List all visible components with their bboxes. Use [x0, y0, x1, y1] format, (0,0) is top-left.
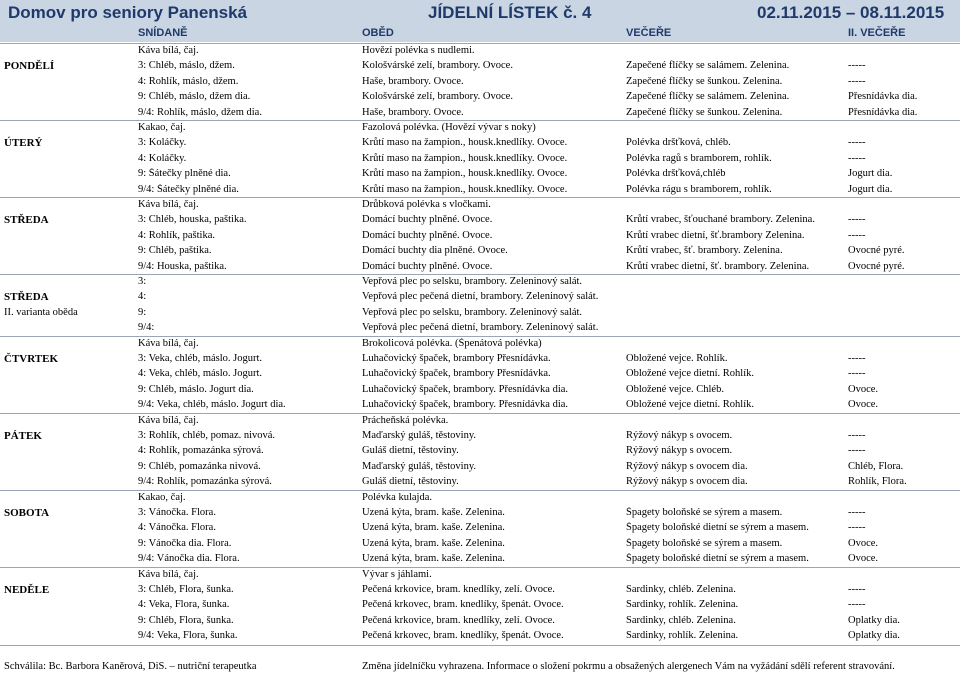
lunch-cell: Pečená krkovec, bram. knedlíky, špenát. Ovoce.: [362, 599, 564, 611]
breakfast-cell: 4: Rohlík, máslo, džem.: [138, 75, 239, 87]
breakfast-cell: 3: Chléb, houska, paštika.: [138, 214, 247, 226]
menu-row: [0, 260, 960, 275]
breakfast-cell: 4: Rohlík, paštika.: [138, 229, 215, 241]
breakfast-cell: Káva bílá, čaj.: [138, 568, 199, 580]
lunch-cell: Vepřová plec po selsku, brambory. Zeleninový salát.: [362, 276, 583, 287]
dinner-cell: Sardinky, rohlík. Zelenina.: [626, 599, 739, 611]
header-banner: [0, 0, 960, 26]
breakfast-cell: 4:: [138, 291, 147, 303]
second-dinner-cell: -----: [848, 137, 866, 149]
dinner-cell: Krůtí vrabec, šťouchané brambory. Zelenina.: [626, 214, 815, 226]
lunch-cell: Domácí buchty dia plněné. Ovoce.: [362, 245, 508, 257]
dinner-cell: Polévka dršťková, chléb.: [626, 137, 731, 149]
lunch-cell: Vepřová plec po selsku, brambory. Zeleninový salát.: [362, 306, 583, 318]
dinner-cell: Obložené vejce dietní. Rohlík.: [626, 399, 755, 411]
second-dinner-cell: -----: [848, 152, 866, 164]
lunch-cell: Krůtí maso na žampion., housk.knedlíky. Ovoce.: [362, 152, 568, 164]
dinner-cell: Polévka dršťková,chléb: [626, 168, 726, 180]
second-dinner-cell: Ovocné pyré.: [848, 245, 905, 257]
second-dinner-cell: -----: [848, 229, 866, 241]
menu-row: [0, 167, 960, 182]
menu-row: [0, 598, 960, 613]
breakfast-cell: 4: Vánočka. Flora.: [138, 522, 216, 534]
menu-row: [0, 213, 960, 228]
lunch-cell: Haše, brambory. Ovoce.: [362, 106, 464, 118]
breakfast-cell: Kakao, čaj.: [138, 122, 186, 133]
menu-row: [0, 306, 960, 321]
dinner-cell: Zapečené flíčky se šunkou. Zelenina.: [626, 106, 783, 118]
second-dinner-cell: Ovoce.: [848, 537, 879, 549]
dinner-cell: Špagety boloňské dietní se sýrem a masem.: [626, 522, 809, 534]
day-name: PONDĚLÍ: [4, 60, 55, 73]
menu-row: [0, 552, 960, 567]
menu-row: [0, 290, 960, 305]
breakfast-cell: 9/4:: [138, 322, 155, 334]
dinner-cell: Krůtí vrabec, šť. brambory. Zelenina.: [626, 245, 783, 257]
menu-row: [0, 537, 960, 552]
second-dinner-cell: Ovoce.: [848, 399, 879, 411]
dinner-cell: Rýžový nákyp s ovocem.: [626, 430, 733, 441]
dinner-cell: Špagety boloňské se sýrem a masem.: [626, 537, 783, 549]
second-dinner-cell: -----: [848, 75, 866, 87]
second-dinner-cell: -----: [848, 60, 866, 72]
lunch-cell: Maďarský guláš, těstoviny.: [362, 460, 477, 472]
second-dinner-cell: -----: [848, 507, 866, 518]
dinner-cell: Zapečené flíčky se salámem. Zelenina.: [626, 60, 790, 72]
breakfast-cell: 9: Chléb, paštika.: [138, 245, 212, 257]
menu-row: [0, 90, 960, 105]
menu-title: JÍDELNÍ LÍSTEK č. 4: [428, 3, 592, 22]
dinner-cell: Polévka ragů s bramborem, rohlík.: [626, 152, 772, 164]
breakfast-cell: 3: Rohlík, chléb, pomaz. nivová.: [138, 430, 276, 441]
dinner-cell: Sardinky, chléb. Zelenina.: [626, 584, 736, 595]
lunch-cell: Maďarský guláš, těstoviny.: [362, 430, 477, 441]
lunch-cell: Pečená krkovice, bram. knedlíky, zelí. Ovoce.: [362, 584, 555, 595]
lunch-cell: Uzená kýta, bram. kaše. Zelenina.: [362, 553, 505, 565]
dinner-cell: Rýžový nákyp s ovocem dia.: [626, 476, 748, 488]
lunch-cell: Prácheňská polévka.: [362, 414, 449, 426]
dinner-cell: Rýžový nákyp s ovocem.: [626, 445, 733, 457]
menu-row: [0, 506, 960, 521]
lunch-cell: Domácí buchty plněné. Ovoce.: [362, 214, 493, 226]
menu-row: [0, 198, 960, 213]
lunch-cell: Kološvárské zelí, brambory. Ovoce.: [362, 60, 513, 72]
lunch-cell: Guláš dietní, těstoviny.: [362, 445, 459, 457]
lunch-cell: Polévka kulajda.: [362, 491, 432, 503]
dinner-cell: Obložené vejce. Chléb.: [626, 383, 724, 395]
menu-row: [0, 629, 960, 644]
menu-row: [0, 521, 960, 536]
menu-row: [0, 337, 960, 352]
lunch-cell: Brokolicová polévka. (Špenátová polévka): [362, 337, 542, 349]
facility-name: Domov pro seniory Panenská: [8, 3, 248, 22]
dinner-cell: Krůtí vrabec dietní, šť. brambory. Zelenina.: [626, 260, 810, 272]
second-dinner-cell: -----: [848, 368, 866, 380]
second-dinner-cell: -----: [848, 353, 866, 364]
lunch-cell: Luhačovický špaček, brambory. Přesnídávka dia.: [362, 383, 569, 395]
breakfast-cell: 9/4: Rohlík, máslo, džem dia.: [138, 106, 262, 118]
menu-row: [0, 475, 960, 490]
menu-row: [0, 367, 960, 382]
lunch-cell: Vepřová plec pečená dietní, brambory. Zeleninový salát.: [362, 322, 599, 334]
breakfast-cell: 9/4: Šátečky plněné dia.: [138, 183, 239, 195]
breakfast-cell: 9/4: Vánočka dia. Flora.: [138, 553, 240, 565]
breakfast-cell: 9/4: Houska, paštika.: [138, 260, 227, 272]
breakfast-cell: 9: Chléb, máslo. Jogurt dia.: [138, 383, 254, 395]
breakfast-cell: 9: Šátečky plněné dia.: [138, 168, 231, 180]
lunch-cell: Uzená kýta, bram. kaše. Zelenina.: [362, 507, 505, 518]
lunch-cell: Domácí buchty plněné. Ovoce.: [362, 260, 493, 272]
second-dinner-cell: -----: [848, 445, 866, 457]
day-name: ČTVRTEK: [4, 353, 59, 365]
breakfast-cell: 4: Veka, chléb, máslo. Jogurt.: [138, 368, 263, 380]
breakfast-cell: 3: Chléb, máslo, džem.: [138, 60, 235, 72]
second-dinner-cell: Oplatky dia.: [848, 630, 900, 642]
breakfast-cell: Káva bílá, čaj.: [138, 414, 199, 426]
lunch-cell: Krůtí maso na žampion., housk.knedlíky. Ovoce.: [362, 137, 568, 149]
menu-row: [0, 321, 960, 336]
day-name: STŘEDA: [4, 291, 49, 304]
lunch-cell: Guláš dietní, těstoviny.: [362, 476, 459, 488]
menu-row: [0, 121, 960, 136]
change-notice: Změna jídelníčku vyhrazena. Informace o složení pokrmu a obsažených alergenech Vám na vyžádání sdělí referent stravování.: [362, 661, 895, 672]
breakfast-cell: 3: Vánočka. Flora.: [138, 507, 216, 518]
menu-row: [0, 229, 960, 244]
menu-row: [0, 414, 960, 429]
menu-row: [0, 152, 960, 167]
menu-row: [0, 59, 960, 74]
lunch-cell: Krůtí maso na žampion., housk.knedlíky. Ovoce.: [362, 168, 568, 180]
menu-row: [0, 614, 960, 629]
breakfast-cell: Káva bílá, čaj.: [138, 337, 199, 349]
breakfast-cell: 9/4: Veka, chléb, máslo. Jogurt dia.: [138, 399, 286, 411]
menu-row: [0, 398, 960, 413]
breakfast-cell: Káva bílá, čaj.: [138, 199, 199, 210]
second-dinner-cell: Jogurt dia.: [848, 183, 893, 195]
second-dinner-cell: Chléb, Flora.: [848, 460, 904, 472]
breakfast-cell: 3: Chléb, Flora, šunka.: [138, 584, 234, 595]
breakfast-cell: 9: Chléb, pomazánka nivová.: [138, 460, 261, 472]
menu-row: [0, 444, 960, 459]
day-name: SOBOTA: [4, 507, 50, 519]
dinner-cell: Zapečené flíčky se šunkou. Zelenina.: [626, 75, 783, 87]
menu-row: [0, 44, 960, 59]
dinner-cell: Krůtí vrabec dietní, šť.brambory Zelenina.: [626, 229, 805, 241]
lunch-cell: Uzená kýta, bram. kaše. Zelenina.: [362, 522, 505, 534]
lunch-cell: Domácí buchty plněné. Ovoce.: [362, 229, 493, 241]
second-dinner-cell: Přesnídávka dia.: [848, 106, 918, 118]
menu-row: [0, 244, 960, 259]
second-dinner-cell: Ovocné pyré.: [848, 260, 905, 272]
lunch-cell: Hovězí polévka s nudlemi.: [362, 45, 475, 56]
breakfast-cell: 9/4: Veka, Flora, šunka.: [138, 630, 238, 642]
col-lunch: OBĚD: [362, 27, 394, 39]
col-breakfast: SNÍDANĚ: [138, 27, 188, 39]
second-dinner-cell: Rohlík, Flora.: [848, 476, 907, 488]
day-note: II. varianta oběda: [4, 306, 78, 318]
lunch-cell: Uzená kýta, bram. kaše. Zelenina.: [362, 537, 505, 549]
lunch-cell: Haše, brambory. Ovoce.: [362, 75, 464, 87]
breakfast-cell: 9/4: Rohlík, pomazánka sýrová.: [138, 476, 272, 488]
dinner-cell: Zapečené flíčky se salámem. Zelenina.: [626, 91, 790, 103]
breakfast-cell: 9: Vánočka dia. Flora.: [138, 537, 232, 549]
breakfast-cell: 9: Chléb, Flora, šunka.: [138, 614, 234, 626]
day-name: ÚTERÝ: [4, 137, 43, 150]
dinner-cell: Obložené vejce. Rohlík.: [626, 353, 728, 364]
lunch-cell: Kološvárské zelí, brambory. Ovoce.: [362, 91, 513, 103]
breakfast-cell: 4: Veka, Flora, šunka.: [138, 599, 230, 611]
menu-row: [0, 383, 960, 398]
menu-row: [0, 136, 960, 151]
menu-row: [0, 460, 960, 475]
breakfast-cell: 3:: [138, 276, 147, 287]
second-dinner-cell: -----: [848, 599, 866, 611]
lunch-cell: Luhačovický špaček, brambory. Přesnídávka dia.: [362, 399, 569, 411]
menu-row: [0, 352, 960, 367]
breakfast-cell: Kakao, čaj.: [138, 491, 186, 503]
dinner-cell: Polévka rágu s bramborem, rohlík.: [626, 183, 772, 195]
breakfast-cell: 9:: [138, 306, 147, 318]
second-dinner-cell: -----: [848, 584, 866, 595]
lunch-cell: Pečená krkovice, bram. knedlíky, zelí. Ovoce.: [362, 614, 555, 626]
col-second-dinner: II. VEČEŘE: [848, 27, 906, 39]
dinner-cell: Špagety boloňské se sýrem a masem.: [626, 507, 783, 518]
menu-row: [0, 491, 960, 506]
menu-row: [0, 429, 960, 444]
breakfast-cell: 4: Koláčky.: [138, 152, 187, 164]
second-dinner-cell: -----: [848, 214, 866, 226]
breakfast-cell: 4: Rohlík, pomazánka sýrová.: [138, 445, 264, 457]
lunch-cell: Vepřová plec pečená dietní, brambory. Zeleninový salát.: [362, 291, 599, 303]
dinner-cell: Obložené vejce dietní. Rohlík.: [626, 368, 755, 380]
lunch-cell: Vývar s jáhlami.: [362, 568, 432, 580]
second-dinner-cell: -----: [848, 430, 866, 441]
dinner-cell: Špagety boloňské dietní se sýrem a masem.: [626, 553, 809, 565]
second-dinner-cell: Ovoce.: [848, 383, 879, 395]
menu-row: [0, 568, 960, 583]
menu-row: [0, 183, 960, 198]
menu-row: [0, 275, 960, 290]
lunch-cell: Luhačovický špaček, brambory Přesnídávka.: [362, 353, 551, 364]
date-range: 02.11.2015 – 08.11.2015: [757, 3, 945, 22]
day-name: STŘEDA: [4, 214, 49, 227]
second-dinner-cell: Přesnídávka dia.: [848, 91, 918, 103]
menu-row: [0, 106, 960, 121]
lunch-cell: Fazolová polévka. (Hovězí vývar s noky): [362, 122, 536, 133]
approval-note: Schválila: Bc. Barbora Kaněrová, DiS. – nutriční terapeutka: [4, 661, 257, 672]
second-dinner-cell: Jogurt dia.: [848, 168, 893, 180]
lunch-cell: Pečená krkovec, bram. knedlíky, špenát. Ovoce.: [362, 630, 564, 642]
day-name: NEDĚLE: [4, 584, 50, 596]
day-name: PÁTEK: [4, 430, 42, 442]
breakfast-cell: 3: Veka, chléb, máslo. Jogurt.: [138, 353, 263, 364]
table-bottom-rule: [0, 645, 960, 646]
breakfast-cell: 3: Koláčky.: [138, 137, 187, 149]
menu-row: [0, 583, 960, 598]
lunch-cell: Luhačovický špaček, brambory Přesnídávka.: [362, 368, 551, 380]
lunch-cell: Krůtí maso na žampion., housk.knedlíky. Ovoce.: [362, 183, 568, 195]
dinner-cell: Rýžový nákyp s ovocem dia.: [626, 460, 748, 472]
second-dinner-cell: -----: [848, 522, 866, 534]
breakfast-cell: Káva bílá, čaj.: [138, 45, 199, 56]
lunch-cell: Drůbková polévka s vločkami.: [362, 199, 491, 210]
second-dinner-cell: Oplatky dia.: [848, 614, 900, 626]
second-dinner-cell: Ovoce.: [848, 553, 879, 565]
dinner-cell: Sardinky, rohlík. Zelenina.: [626, 630, 739, 642]
dinner-cell: Sardinky, chléb. Zelenina.: [626, 614, 736, 626]
breakfast-cell: 9: Chléb, máslo, džem dia.: [138, 91, 251, 103]
menu-row: [0, 75, 960, 90]
column-header-row: [0, 26, 960, 42]
col-dinner: VEČEŘE: [626, 27, 672, 39]
